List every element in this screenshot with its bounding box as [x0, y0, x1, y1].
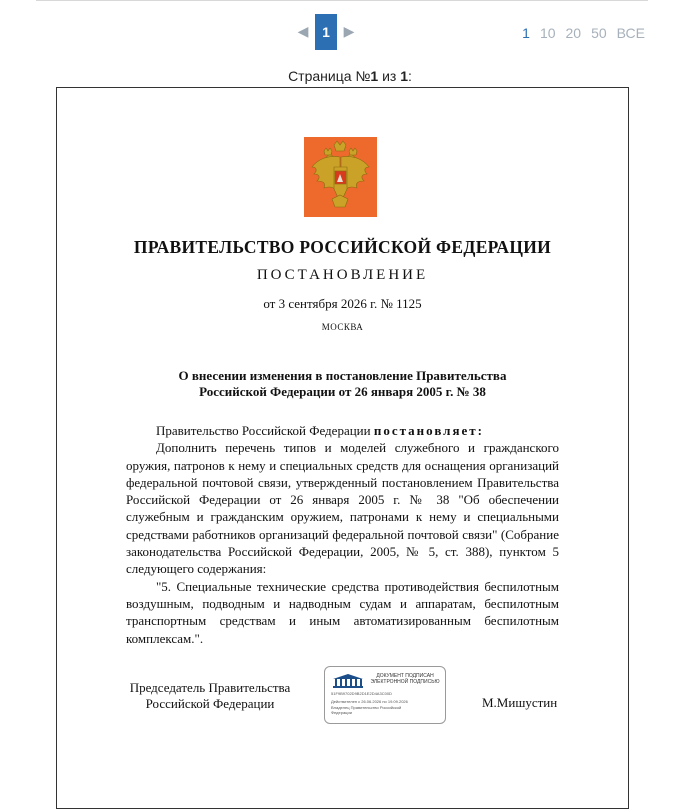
stamp-title: ДОКУМЕНТ ПОДПИСАН ЭЛЕКТРОННОЙ ПОДПИСЬЮ	[370, 673, 440, 685]
coat-of-arms-icon	[304, 137, 377, 217]
chevron-left-icon[interactable]: ◀	[297, 24, 309, 40]
chevron-right-icon[interactable]: ▶	[343, 24, 355, 40]
stamp-validity: Действителен с 26.06.2026 по 19.09.2026	[331, 699, 408, 704]
signer-name: М.Мишустин	[482, 695, 558, 710]
decree-intro: Правительство Российской Федерации постановляет:	[156, 423, 484, 438]
per-page-10[interactable]: 10	[539, 25, 556, 41]
stamp-owner-2: Федерации	[331, 710, 352, 715]
electronic-signature-stamp	[324, 666, 446, 724]
per-page-20[interactable]: 20	[565, 25, 582, 41]
document-subject: О внесении изменения в постановление Правительства Российской Федерации от 26 января 2005 г. № 38	[178, 368, 507, 399]
document-page	[56, 87, 629, 809]
per-page-50[interactable]: 50	[591, 25, 607, 41]
paragraph-2: "5. Специальные технические средства противодействия беспилотным воздушным, подводным и надводным судам и аппаратам, беспилотным транспортным средствам и иным автоматизированным беспилотным комплексам.".	[126, 578, 559, 646]
document-kind: ПОСТАНОВЛЕНИЕ	[256, 267, 429, 283]
stamp-owner: Владелец Правительство Российской	[331, 705, 402, 710]
document-city: МОСКВА	[321, 322, 364, 332]
page-label: Страница №1 из 1:	[288, 68, 412, 84]
per-page-all[interactable]: ВСЕ	[616, 25, 645, 41]
current-page-button[interactable]: 1	[315, 14, 337, 50]
document-date: от 3 сентября 2026 г. № 1125	[263, 296, 422, 311]
pagination	[297, 14, 355, 50]
per-page-selector	[522, 25, 645, 41]
signer-title: Председатель Правительства Российской Федерации	[129, 680, 291, 711]
stamp-serial: 51F9B9702D9B2D1E2D4A3C00D	[331, 691, 392, 696]
paragraph-1: Дополнить перечень типов и моделей служебного и гражданского оружия, патронов к нему и специальных средств для оснащения организаций федеральной почтовой связи, утвержденный постановлением Правительства Российской Федерации от 26 января 2005 г. № 38 "Об обеспечении служебным и гражданским оружием, патронами к нему и специальными средствами работников организаций федеральной почтовой связи" (Собрание законодательства Российской Федерации, 2005, № 5, ст. 388), пунктом 5 следующего содержания:	[126, 440, 559, 577]
document-body	[126, 422, 559, 647]
top-divider	[36, 0, 648, 1]
per-page-1[interactable]: 1	[522, 25, 530, 41]
building-icon	[331, 673, 365, 689]
issuer-title: ПРАВИТЕЛЬСТВО РОССИЙСКОЙ ФЕДЕРАЦИИ	[133, 237, 552, 257]
